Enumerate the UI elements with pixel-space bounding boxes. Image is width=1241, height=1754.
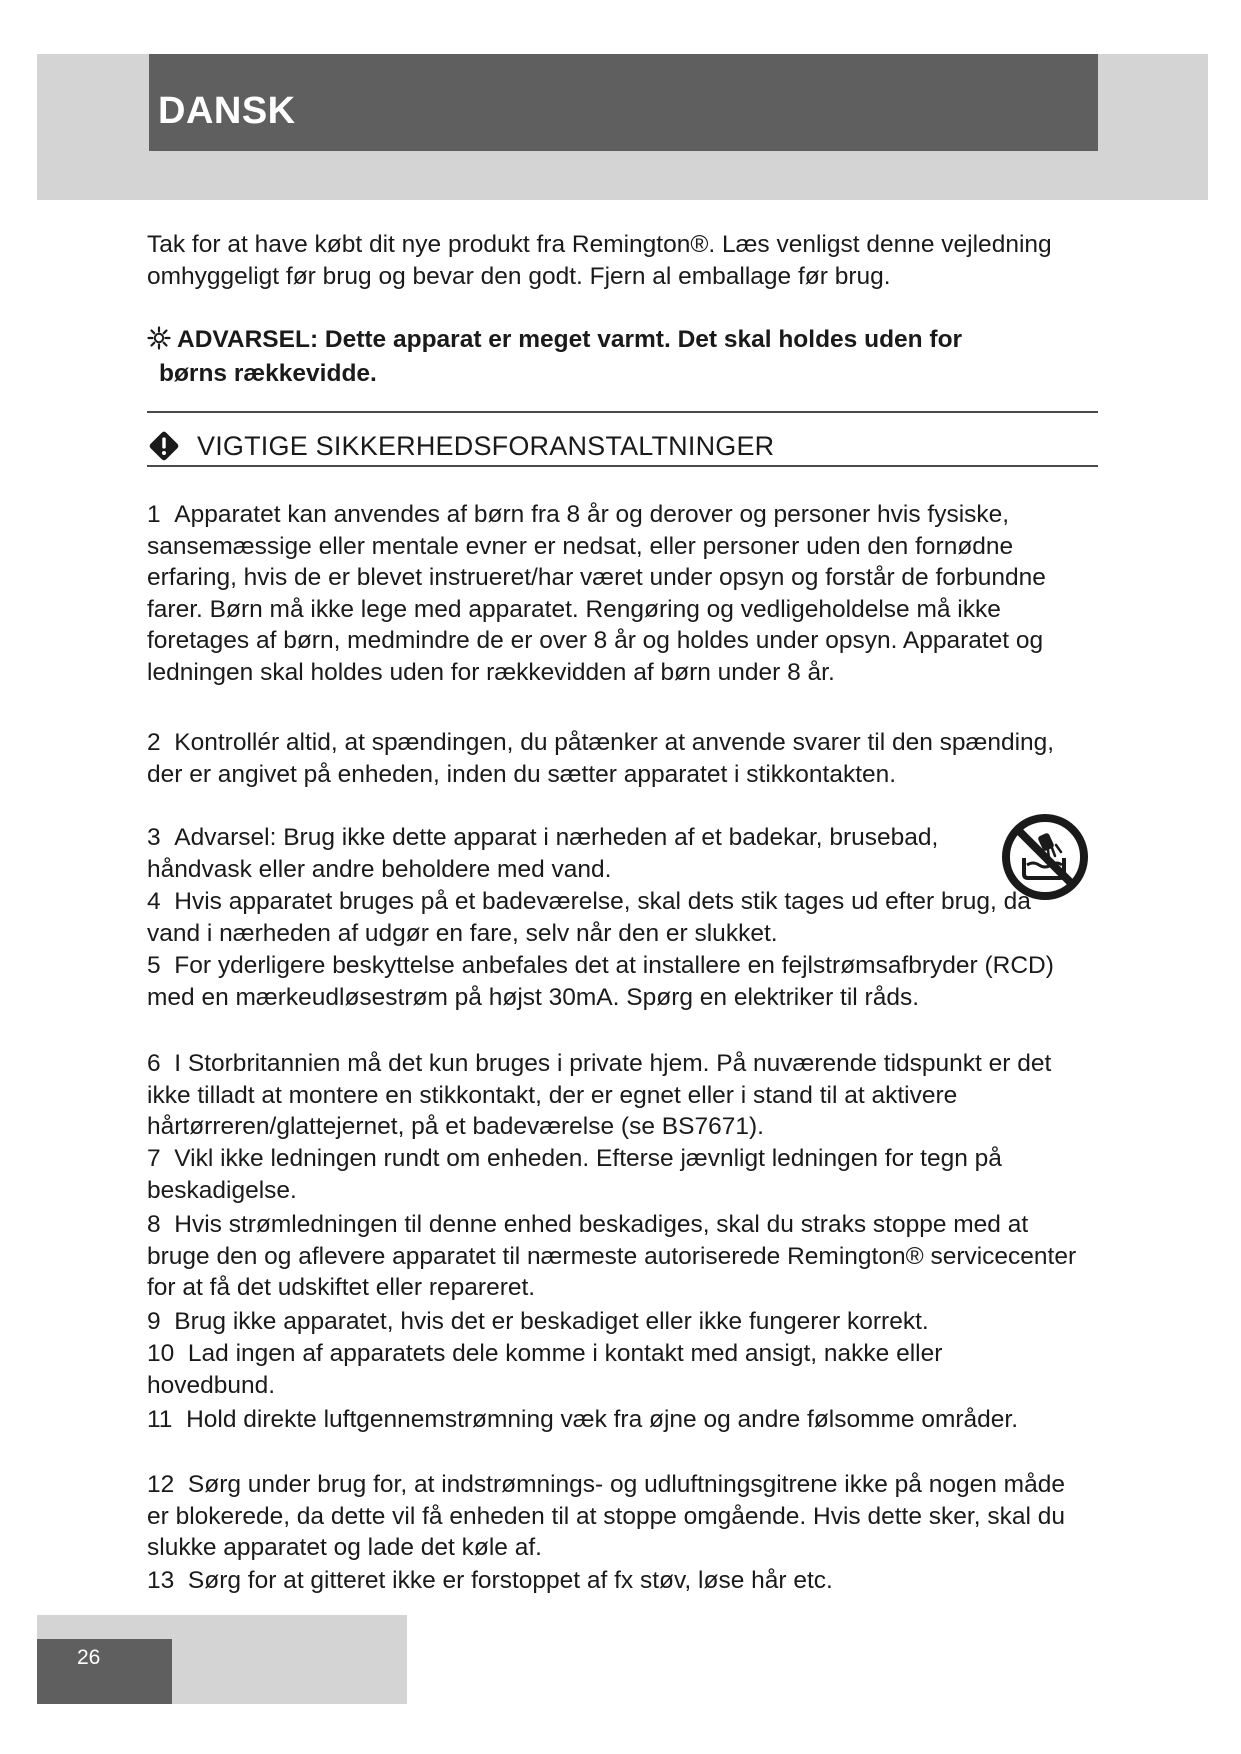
list-item: 5 For yderligere beskyttelse anbefales det at installere en fejlstrømsafbryder (RCD) med en mærkeudløsestrøm på højst 30mA. Spørg en elektriker til råds.: [147, 952, 1054, 1011]
list-item: 4 Hvis apparatet bruges på et badeværelse, skal dets stik tages ud efter brug, da vand i nærheden af udgør en fare, selv når den er slukket.: [147, 888, 1031, 947]
warning-block: [147, 323, 1077, 391]
list-item: 2 Kontrollér altid, at spændingen, du påtænker at anvende svarer til den spænding, der er angivet på enheden, inden du sætter apparatet i stikkontakten.: [147, 729, 1055, 788]
warning-line-2: børns rækkevidde.: [159, 360, 377, 387]
warning-line-1: ADVARSEL: Dette apparat er meget varmt. Det skal holdes uden for: [177, 326, 963, 353]
section-rule-bottom: [147, 465, 1098, 467]
intro-paragraph: Tak for at have købt dit nye produkt fra Remington®. Læs venligst denne vejledning omhyggeligt før brug og bevar den godt. Fjern al emballage før brug.: [147, 231, 1052, 290]
section-rule-top: [147, 411, 1098, 413]
section-heading: [147, 426, 774, 466]
list-item: 10 Lad ingen af apparatets dele komme i kontakt med ansigt, nakke eller hovedbund.: [147, 1340, 943, 1399]
sun-hazard-icon: [147, 326, 171, 350]
footer-number-box: [37, 1639, 172, 1704]
page-number: 26: [77, 1646, 101, 1669]
no-water-bath-icon: [1000, 812, 1090, 902]
list-item: 12 Sørg under brug for, at indstrømnings- og udluftningsgitrene ikke på nogen måde er blokerede, da dette vil få enheden til at stoppe omgående. Hvis dette sker, skal du slukke apparatet og lade det køle af.: [147, 1471, 1065, 1561]
list-item: 7 Vikl ikke ledningen rundt om enheden. Efterse jævnligt ledningen for tegn på beskadigelse.: [147, 1145, 1002, 1204]
section-title: VIGTIGE SIKKERHEDSFORANSTALTNINGER: [197, 430, 775, 461]
page-title: DANSK: [158, 90, 296, 132]
list-item: 11 Hold direkte luftgennemstrømning væk fra øjne og andre følsomme områder.: [147, 1406, 1019, 1433]
list-item: 9 Brug ikke apparatet, hvis det er beskadiget eller ikke fungerer korrekt.: [147, 1308, 929, 1335]
exclamation-diamond-icon: [147, 429, 181, 463]
list-item: 8 Hvis strømledningen til denne enhed beskadiges, skal du straks stoppe med at bruge den og aflevere apparatet til nærmeste autoriserede Remington® servicecenter for at få det udskiftet eller repareret.: [147, 1211, 1077, 1301]
list-item: 6 I Storbritannien må det kun bruges i private hjem. På nuværende tidspunkt er det ikke tilladt at montere en stikkontakt, der er egnet eller i stand til at aktivere hårtørreren/glattejernet, på et badeværelse (se BS7671).: [147, 1050, 1052, 1140]
list-item: 13 Sørg for at gitteret ikke er forstoppet af fx støv, løse hår etc.: [147, 1567, 833, 1594]
list-item: 3 Advarsel: Brug ikke dette apparat i nærheden af et badekar, brusebad, håndvask eller andre beholdere med vand.: [147, 824, 939, 883]
list-item: 1 Apparatet kan anvendes af børn fra 8 år og derover og personer hvis fysiske, sansemæssige eller mentale evner er nedsat, eller personer uden den fornødne erfaring, hvis de er blevet instrueret/har været under opsyn og forstår de forbundne farer. Børn må ikke lege med apparatet. Rengøring og vedligeholdelse må ikke foretages af børn, medmindre de er over 8 år og holdes under opsyn. Apparatet og ledningen skal holdes uden for rækkevidden af børn under 8 år.: [147, 501, 1046, 686]
